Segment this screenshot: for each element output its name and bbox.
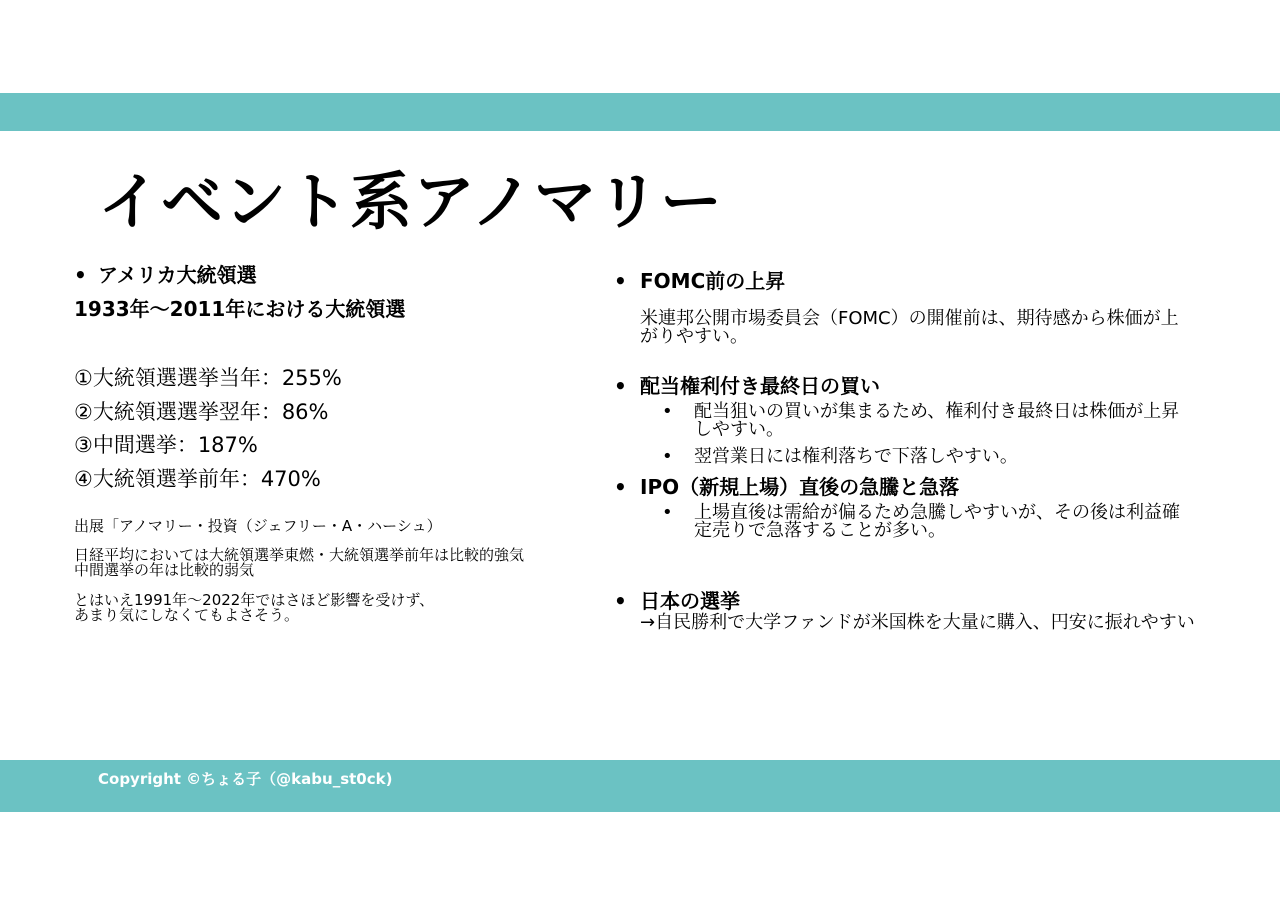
result-item: ③中間選挙：187% <box>74 433 258 457</box>
japan-election-heading: • 日本の選挙 <box>614 588 1214 614</box>
result-item: ④大統領選挙前年：470% <box>74 466 321 491</box>
note-line: 中間選挙の年は比較的弱気 <box>74 560 255 579</box>
slide-title: イベント系アノマリー <box>98 165 724 238</box>
result-item: ②大統領選選挙翌年：86% <box>74 399 329 424</box>
fomc-heading: • FOMC前の上昇 <box>614 268 1214 294</box>
japan-election-description: →自民勝利で大学ファンドが米国株を大量に購入、円安に振れやすい <box>640 612 1195 633</box>
note-line: あまり気にしなくてもよさそう。 <box>74 605 300 624</box>
right-column <box>614 268 1214 632</box>
text-line: 米連邦公開市場委員会（FOMC）の開催前は、期待感から株価が上 <box>640 308 1179 329</box>
text-line: がりやすい。 <box>640 326 748 347</box>
us-election-heading: • アメリカ大統領選 <box>74 262 594 288</box>
note-line: 日経平均においては大統領選挙東燃・大統領選挙前年は比較的強気 <box>74 545 525 564</box>
source-citation: 出展「アノマリー・投資（ジェフリー・A・ハーシュ） <box>74 516 442 535</box>
text-line: • 翌営業日には権利落ちで下落しやすい。 <box>694 446 1018 467</box>
election-results-list <box>74 364 594 493</box>
conclusion-note <box>74 590 594 624</box>
ipo-heading: • IPO（新規上場）直後の急騰と急落 <box>614 474 1214 500</box>
note-line: とはいえ1991年～2022年ではさほど影響を受けず、 <box>74 590 435 609</box>
dividend-sub-item <box>614 448 1214 466</box>
text-line: しやすい。 <box>694 419 784 440</box>
fomc-description <box>614 310 1214 346</box>
nikkei-note <box>74 545 594 579</box>
text-line: • 上場直後は需給が偏るため急騰しやすいが、その後は利益確 <box>694 502 1180 523</box>
text-line: 定売りで急落することが多い。 <box>694 520 946 541</box>
ipo-sub-item <box>614 504 1214 540</box>
result-item: ①大統領選選挙当年：255% <box>74 366 342 390</box>
us-election-subheading: 1933年～2011年における大統領選 <box>74 297 406 321</box>
left-column <box>74 262 594 623</box>
copyright-text: Copyright ©ちょる子（@kabu_st0ck) <box>98 770 393 788</box>
dividend-sub-item <box>614 403 1214 439</box>
dividend-heading: • 配当権利付き最終日の買い <box>614 373 1214 399</box>
header-band <box>0 93 1280 131</box>
text-line: • 配当狙いの買いが集まるため、権利付き最終日は株価が上昇 <box>694 401 1180 422</box>
